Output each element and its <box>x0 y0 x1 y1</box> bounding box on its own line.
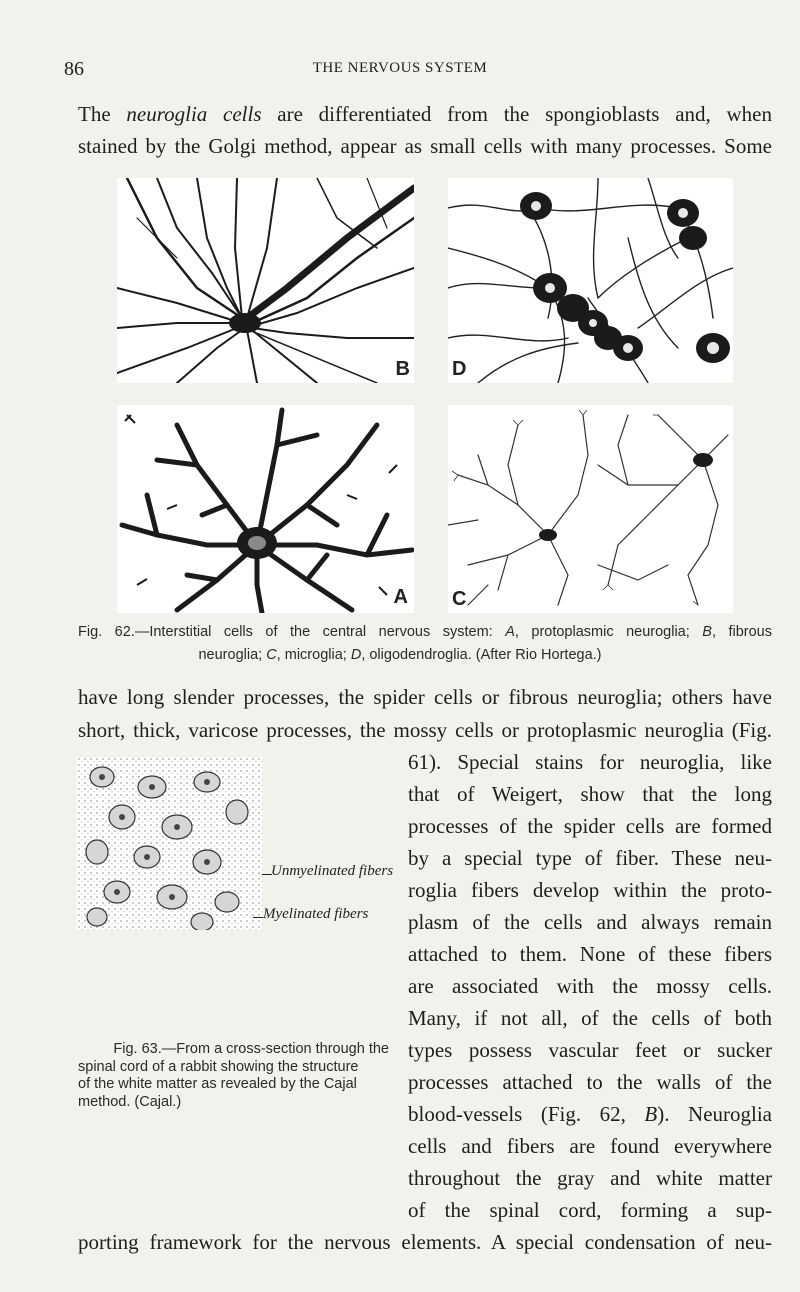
fig62-panel-a <box>117 405 414 613</box>
fibrous-neuroglia-drawing <box>117 178 414 383</box>
col-line-14: throughout the gray and white matter <box>408 1166 772 1190</box>
panel-letter-d: D <box>452 358 467 380</box>
col-line-13: cells and fibers are found everywhere <box>408 1134 772 1158</box>
fig62-panel-c <box>448 405 733 613</box>
col-line-6: plasm of the cells and always remain <box>408 910 772 934</box>
right-column-text <box>408 746 772 1226</box>
fig63-caption-line-4: method. (Cajal.) <box>78 1093 182 1110</box>
leader-line-myelinated <box>253 917 263 918</box>
fig63-caption <box>78 1041 389 1111</box>
col-line-2: that of Weigert, show that the long <box>408 782 772 806</box>
col-line-8: are associated with the mossy cells. <box>408 974 772 998</box>
col-line-12: blood-vessels (Fig. 62, B). Neuroglia <box>408 1102 772 1126</box>
paragraph-intro-line-2: stained by the Golgi method, appear as small cells with many processes. Some <box>78 134 772 158</box>
col-line-7: attached to them. None of these fibers <box>408 942 772 966</box>
col-line-10: types possess vascular feet or sucker <box>408 1038 772 1062</box>
paragraph-body-line-1: have long slender processes, the spider cells or fibrous neuroglia; others have <box>78 685 772 709</box>
running-head: THE NERVOUS SYSTEM <box>312 60 488 76</box>
col-line-5: roglia fibers develop within the proto- <box>408 878 772 902</box>
oligodendroglia-drawing <box>448 178 733 383</box>
paragraph-body-last-line: porting framework for the nervous elements. A special condensation of neu- <box>78 1230 772 1254</box>
paragraph-intro-line-1: The neuroglia cells are differentiated from the spongioblasts and, when <box>78 102 772 126</box>
fig63-caption-line-2: spinal cord of a rabbit showing the structure <box>78 1058 359 1075</box>
panel-letter-a: A <box>393 586 408 608</box>
col-line-9: Many, if not all, of the cells of both <box>408 1006 772 1030</box>
panel-letter-b: B <box>395 358 410 380</box>
col-line-3: processes of the spider cells are formed <box>408 814 772 838</box>
label-unmyelinated-fibers: Unmyelinated fibers <box>271 863 394 879</box>
fig62-caption-line-1: Fig. 62.—Interstitial cells of the central nervous system: A, protoplasmic neuroglia; B, fibrous <box>78 624 773 640</box>
col-line-15: of the spinal cord, forming a sup- <box>408 1198 772 1222</box>
protoplasmic-neuroglia-drawing <box>117 405 414 613</box>
page-number: 86 <box>64 58 84 80</box>
microglia-drawing <box>448 405 733 613</box>
fig62-panel-d <box>448 178 733 383</box>
label-myelinated-fibers: Myelinated fibers <box>263 906 369 922</box>
fig63-caption-line-3: of the white matter as revealed by the Cajal <box>78 1076 357 1092</box>
col-line-4: by a special type of fiber. These neu- <box>408 846 772 870</box>
fig62-panel-b <box>117 178 414 383</box>
fig63-illustration <box>77 757 262 930</box>
col-line-1: 61). Special stains for neuroglia, like <box>408 750 772 774</box>
fig62-caption-line-2: neuroglia; C, microglia; D, oligodendroglia. (After Rio Hortega.) <box>198 647 602 663</box>
term-neuroglia-cells: neuroglia cells <box>126 102 262 126</box>
col-line-11: processes attached to the walls of the <box>408 1070 772 1094</box>
paragraph-body-line-2: short, thick, varicose processes, the mossy cells or protoplasmic neuroglia (Fig. <box>78 718 772 742</box>
spinal-cord-cross-section-drawing <box>77 757 262 930</box>
panel-letter-c: C <box>452 588 467 610</box>
fig63-caption-line-1: Fig. 63.—From a cross-section through the <box>113 1041 389 1057</box>
